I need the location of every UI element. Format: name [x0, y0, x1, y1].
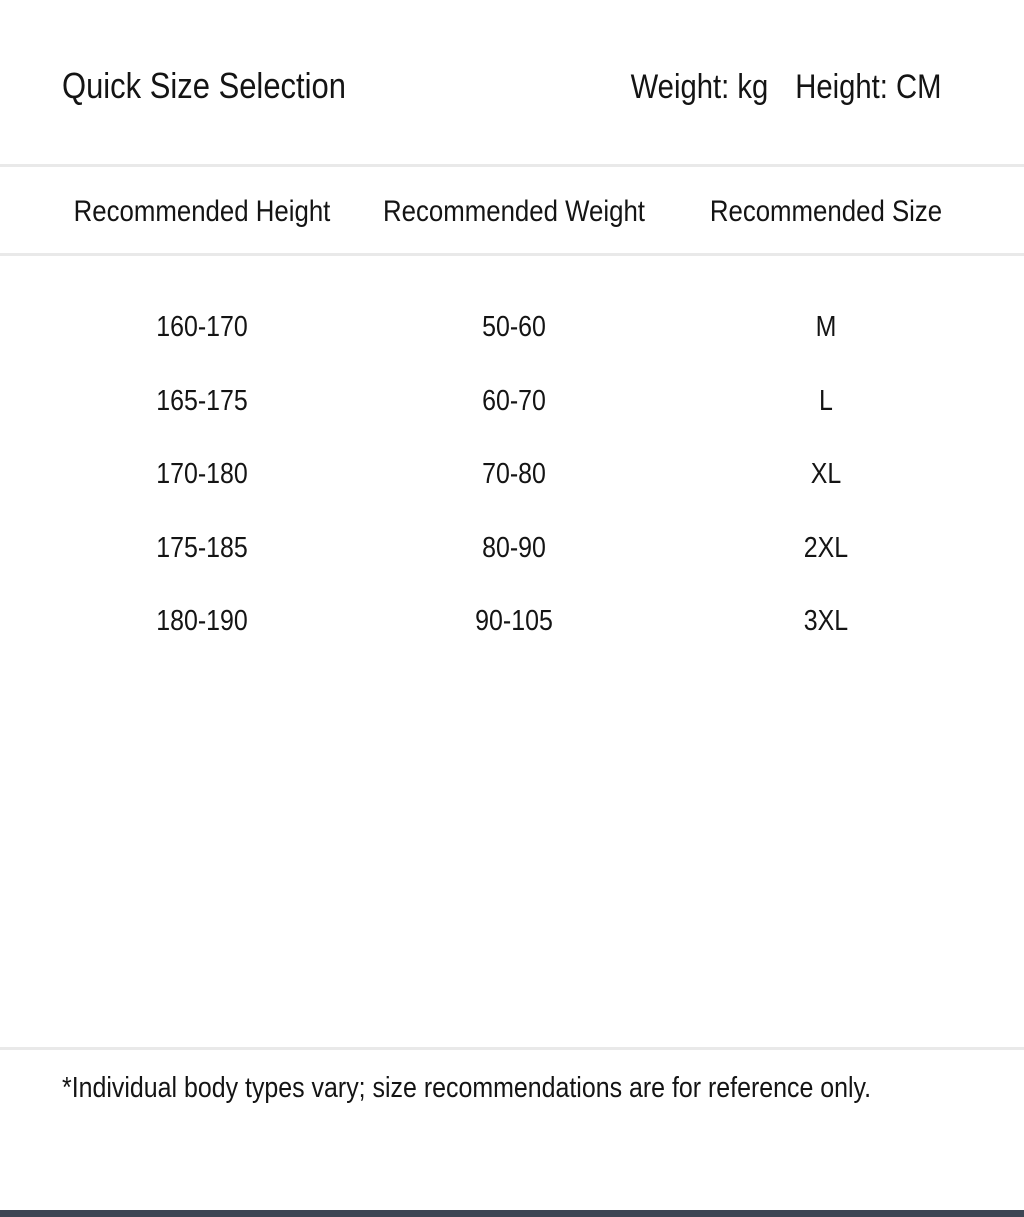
unit-legend — [631, 64, 942, 110]
height-cell: 165-175 — [156, 385, 248, 417]
height-cell: 180-190 — [156, 605, 248, 637]
weight-cell: 60-70 — [482, 385, 546, 417]
weight-cell: 50-60 — [482, 311, 546, 343]
header-divider — [0, 164, 1024, 167]
table-header-divider — [0, 253, 1024, 256]
height-unit-label: Height: CM — [795, 68, 942, 106]
header — [0, 0, 1024, 165]
size-cell: 3XL — [803, 605, 849, 637]
height-cell: 175-185 — [156, 532, 248, 564]
weight-cell: 70-80 — [482, 458, 546, 490]
disclaimer-note: *Individual body types vary; size recommendations are for reference only. — [62, 1072, 872, 1104]
size-cell: 2XL — [803, 532, 849, 564]
column-header-weight: Recommended Weight — [383, 195, 645, 228]
page-title: Quick Size Selection — [62, 65, 346, 106]
size-cell: L — [819, 385, 833, 417]
bottom-bar — [0, 1210, 1024, 1217]
weight-cell: 80-90 — [482, 532, 546, 564]
column-header-size: Recommended Size — [709, 195, 943, 228]
weight-cell: 90-105 — [475, 605, 553, 637]
footer-divider — [0, 1047, 1024, 1050]
size-cell: M — [815, 311, 837, 343]
column-header-height: Recommended Height — [73, 195, 331, 228]
size-cell: XL — [810, 458, 842, 490]
height-cell: 160-170 — [156, 311, 248, 343]
weight-unit-label: Weight: kg — [631, 68, 769, 106]
height-cell: 170-180 — [156, 458, 248, 490]
